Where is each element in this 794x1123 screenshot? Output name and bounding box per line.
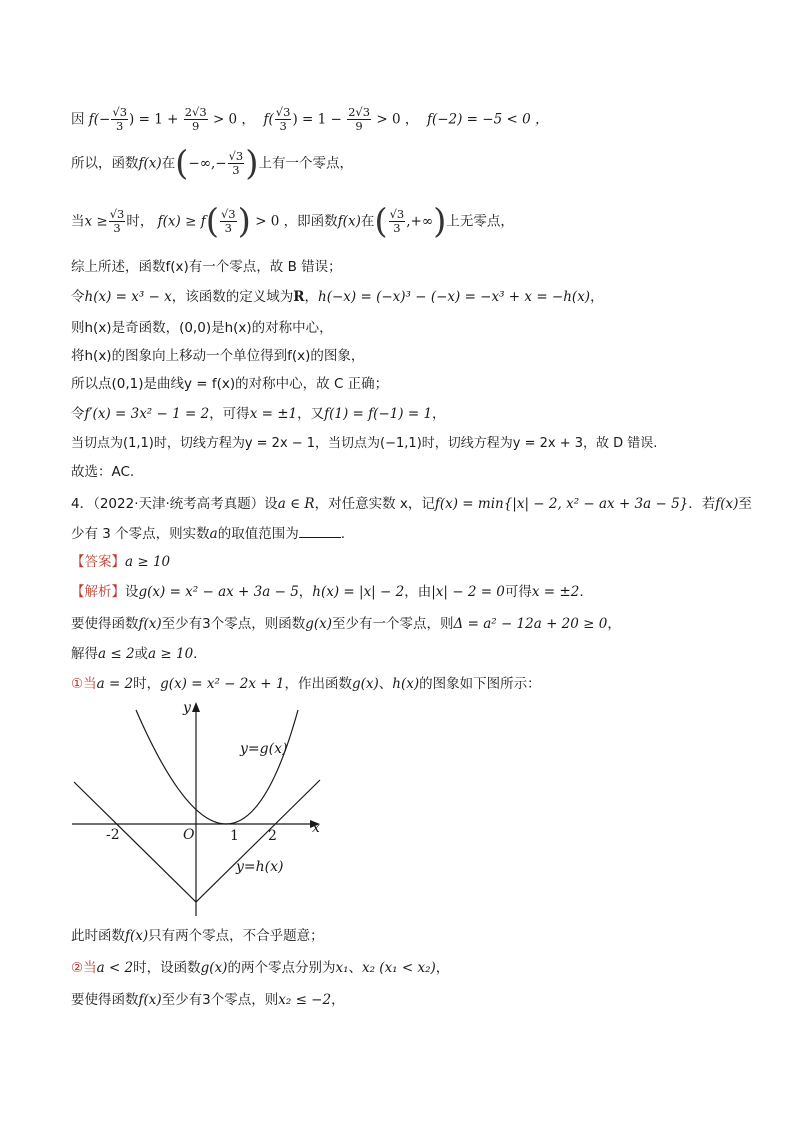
math: x ≥ — [84, 213, 108, 230]
g-curve-label: y=g(x) — [240, 741, 288, 757]
text: ， — [590, 289, 604, 305]
question-4-line-1 — [71, 494, 752, 514]
x-axis-label: x — [312, 820, 320, 836]
math: g(x) — [200, 960, 228, 976]
text: ，可得 — [209, 406, 250, 422]
text: 时，设函数 — [133, 960, 201, 976]
origin-label: O — [183, 827, 195, 843]
text: . — [579, 584, 584, 600]
text: ， — [331, 992, 345, 1008]
text: 设 — [125, 584, 139, 600]
g-curve — [136, 710, 298, 824]
math: f(x) = min{|x| − 2, x² − ax + 3a − 5} — [434, 496, 689, 512]
text: 或 — [134, 646, 149, 662]
text: 、 — [378, 676, 393, 692]
answer-line — [71, 552, 170, 572]
fraction: $\frac{√3}{3}$ — [109, 207, 125, 235]
text: 在 — [360, 213, 375, 230]
text: ，又 — [297, 406, 325, 422]
text: > 0 ，即函数 — [255, 213, 338, 230]
math: g(x) — [351, 676, 379, 692]
text: 解得 — [71, 646, 98, 662]
solution-line-2: 所以，函数f(x)在(−∞,− $\frac{√3}{3}$ )上有一个零点， — [71, 143, 354, 184]
text: ， — [298, 584, 313, 600]
text: 上无零点， — [446, 213, 514, 230]
text: ， — [432, 406, 446, 422]
math: ,+∞ — [406, 213, 434, 230]
solution-line-9 — [71, 404, 446, 424]
text: 至少有3个零点，则函数 — [161, 616, 306, 632]
solution-line-5 — [71, 287, 604, 307]
text: 、 — [348, 960, 362, 976]
h-curve-label: y=h(x) — [236, 859, 284, 875]
analysis-line — [71, 582, 584, 602]
math: ) = 1 + — [129, 111, 179, 128]
math: x = ±2 — [531, 584, 580, 600]
math: f(x) — [125, 928, 149, 944]
math: g(x) = x² − 2x + 1 — [160, 676, 285, 692]
text: ， — [607, 616, 621, 632]
question-4-line-2 — [71, 524, 345, 544]
math: R — [293, 289, 305, 305]
fraction: $\frac{2√3}{9}$ — [348, 105, 371, 133]
solution-line-11: 故选：AC. — [71, 464, 135, 480]
solution-line-15 — [71, 614, 621, 634]
text: 少有 3 个零点，则实数 — [71, 526, 210, 542]
text: 的取值范围为 — [217, 526, 299, 542]
y-axis-label: y — [183, 700, 191, 716]
text: 在 — [161, 155, 176, 172]
math: x = ±1 — [249, 406, 298, 422]
math: a ∈ R — [277, 496, 315, 512]
math: a ≤ 2 — [98, 646, 135, 662]
math: f′(x) = 3x² − 1 = 2 — [84, 406, 210, 422]
fraction: $\frac{√3}{3}$ — [220, 207, 236, 235]
math: f(x) — [138, 155, 162, 172]
text: ， — [304, 289, 319, 305]
math: Δ = a² − 12a + 20 ≥ 0 — [453, 616, 608, 632]
tick-label-2: 2 — [268, 828, 277, 844]
math: x₂ ≤ −2 — [278, 992, 332, 1008]
fraction: $\frac{√3}{3}$ — [389, 207, 405, 235]
solution-line-6: 则h(x)是奇函数，(0,0)是h(x)的对称中心， — [71, 320, 333, 336]
math: −∞,− — [188, 155, 227, 172]
solution-line-3: 当x ≥ $\frac{√3}{3}$ 时， f(x) ≥ f( $\frac{√3}{3}$ ) > 0 ，即函数f(x)在( $\frac{√3}{3}$ ,+∞)上无零点， — [71, 201, 514, 242]
case-2-label: ②当 — [71, 960, 97, 976]
case-1-label: ①当 — [71, 676, 97, 692]
math: h(x) = |x| − 2 — [312, 584, 405, 600]
text: 至 — [738, 496, 752, 512]
math: f(−2) = −5 < 0 ， — [426, 111, 549, 128]
fraction: $\frac{√3}{3}$ — [112, 105, 128, 133]
math: g(x) — [305, 616, 333, 632]
text: 时， — [133, 676, 161, 692]
text: ，对任意实数 x，记 — [314, 496, 435, 512]
text: 只有两个零点，不合乎题意； — [148, 928, 324, 944]
math: ) = 1 − — [292, 111, 342, 128]
text: 此时函数 — [71, 928, 125, 944]
text: 至少有一个零点，则 — [332, 616, 454, 632]
math: a = 2 — [96, 676, 134, 692]
solution-line-4: 综上所述，函数f(x)有一个零点，故 B 错误； — [71, 259, 342, 275]
text: 所以，函数 — [71, 155, 139, 172]
tick-label-neg2: -2 — [106, 827, 120, 843]
math: f(x) ≥ f — [157, 213, 206, 230]
analysis-tag: 【解析】 — [71, 584, 125, 600]
math: a — [209, 526, 218, 542]
text: 至少有3个零点，则 — [161, 992, 279, 1008]
solution-line-18 — [71, 926, 324, 946]
math: x₂ (x₁ < x₂) — [361, 960, 436, 976]
text: ，由 — [404, 584, 432, 600]
question-source: 4．（2022·天津·统考高考真题）设 — [71, 496, 278, 512]
math: a < 2 — [96, 960, 134, 976]
math: f(1) = f(−1) = 1 — [324, 406, 433, 422]
answer-value: a ≥ 10 — [125, 554, 171, 570]
math: f(x) — [138, 992, 162, 1008]
solution-line-1 — [71, 106, 548, 133]
text: 要使得函数 — [71, 992, 139, 1008]
solution-line-20 — [71, 990, 345, 1010]
answer-blank — [299, 525, 341, 538]
solution-line-17 — [71, 674, 541, 694]
text: 要使得函数 — [71, 616, 139, 632]
math: h(−x) = (−x)³ − (−x) = −x³ + x = −h(x) — [318, 289, 591, 305]
text: 上有一个零点， — [258, 155, 354, 172]
text: 时， — [126, 213, 154, 230]
text: 因 — [71, 111, 85, 128]
solution-line-19 — [71, 958, 449, 978]
fraction: $\frac{√3}{3}$ — [228, 149, 244, 177]
solution-line-16 — [71, 644, 197, 664]
text: 令 — [71, 289, 85, 305]
tick-label-1: 1 — [230, 828, 239, 844]
solution-line-7: 将h(x)的图象向上移动一个单位得到f(x)的图象， — [71, 348, 365, 364]
math: f( — [263, 111, 274, 128]
text: 可得 — [504, 584, 532, 600]
text: . — [340, 526, 346, 542]
math: f(x) — [715, 496, 739, 512]
math: f(− — [88, 111, 111, 128]
function-graph — [70, 700, 330, 920]
math: f(x) — [337, 213, 361, 230]
fraction: $\frac{2√3}{9}$ — [184, 105, 207, 133]
math: h(x) = x³ − x — [84, 289, 172, 305]
math: > 0 ， — [376, 111, 419, 128]
text: ．若 — [688, 496, 716, 512]
answer-tag: 【答案】 — [71, 554, 125, 570]
text: 的图象如下图所示： — [419, 676, 541, 692]
solution-line-8: 所以点(0,1)是曲线y = f(x)的对称中心，故 C 正确； — [71, 376, 389, 392]
math: |x| − 2 = 0 — [431, 584, 505, 600]
text: 令 — [71, 406, 85, 422]
math: h(x) — [392, 676, 420, 692]
text: 当 — [71, 213, 85, 230]
text: ， — [435, 960, 450, 976]
text: ，作出函数 — [284, 676, 352, 692]
solution-line-10: 当切点为(1,1)时，切线方程为y = 2x − 1，当切点为(−1,1)时，切线方程为y = 2x + 3，故 D 错误. — [71, 436, 658, 451]
math: g(x) = x² − ax + 3a − 5 — [138, 584, 299, 600]
math: a ≥ 10 — [148, 646, 194, 662]
math: f(x) — [138, 616, 162, 632]
y-axis-arrow — [192, 702, 200, 712]
math: > 0 ， — [212, 111, 255, 128]
text: 的两个零点分别为 — [227, 960, 336, 976]
text: ，该函数的定义域为 — [171, 289, 294, 305]
text: . — [193, 646, 198, 662]
math: x₁ — [335, 960, 349, 976]
fraction: $\frac{√3}{3}$ — [275, 105, 291, 133]
